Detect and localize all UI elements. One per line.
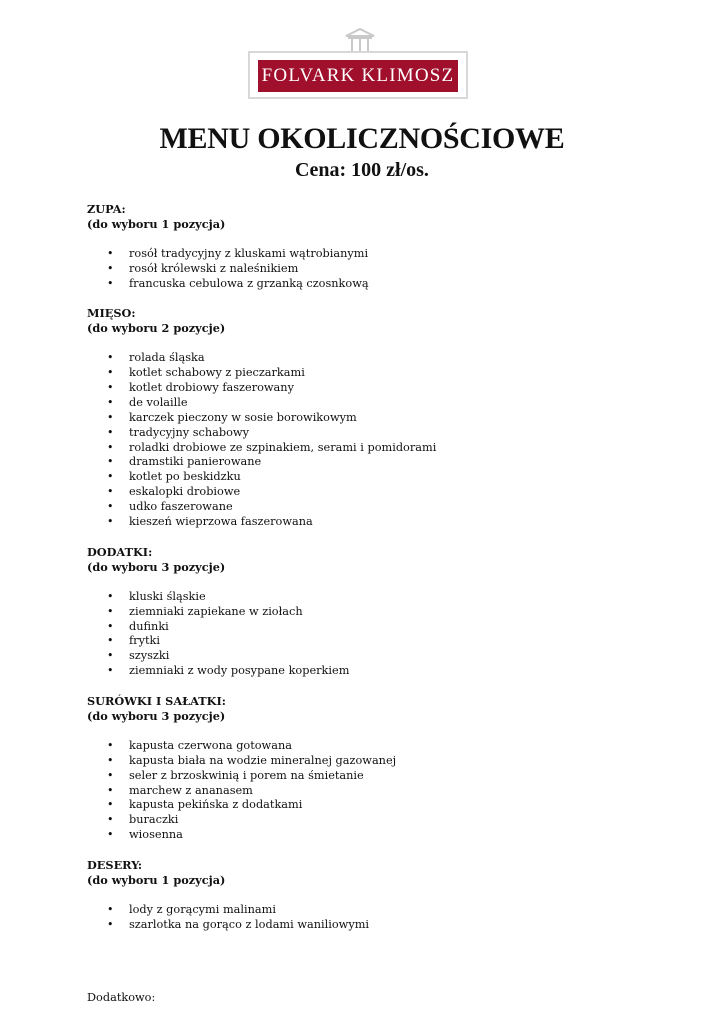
dish-name: seler z brzoskwinią i porem na śmietanie [129,768,364,782]
dish-name: kapusta czerwona gotowana [129,738,292,752]
dish-item [87,455,647,470]
dish-name: roladki drobiowe ze szpinakiem, serami i pomidorami [129,440,437,454]
price-label: Cena: 100 zł/os. [295,159,429,181]
dish-item [87,754,647,769]
dish-item [87,918,647,933]
bullet-icon: • [107,455,114,469]
dish-item [87,262,647,277]
dish-item [87,500,647,515]
bullet-icon: • [107,813,114,827]
dish-name: szarlotka na gorąco z lodami waniliowymi [129,917,370,931]
section-title: DESERY: [87,858,143,873]
logo-banner [258,60,458,92]
dish-name: karczek pieczony w sosie borowikowym [129,410,357,424]
dish-list [87,590,647,679]
dish-name: francuska cebulowa z grzanką czosnkową [129,276,369,290]
dish-item [87,396,647,411]
dish-name: dramstiki panierowane [129,455,262,469]
bullet-icon: • [107,649,114,663]
dish-list [87,739,647,843]
page-title: MENU OKOLICZNOŚCIOWE [159,122,565,155]
dish-item [87,828,647,843]
dish-item [87,649,647,664]
bullet-icon: • [107,619,114,633]
bullet-icon: • [107,902,114,916]
extras-label: Dodatkowo: [87,991,156,1004]
dish-item [87,381,647,396]
dish-item [87,351,647,366]
bullet-icon: • [107,261,114,275]
section-choice-note: (do wyboru 2 pozycje) [87,321,226,336]
dish-name: ziemniaki z wody posypane koperkiem [129,664,350,678]
dish-name: wiosenna [129,828,183,842]
section-choice-note: (do wyboru 3 pozycje) [87,709,226,724]
dish-list [87,247,647,292]
dish-item [87,485,647,500]
dish-name: szyszki [129,649,170,663]
dish-name: kieszeń wieprzowa faszerowana [129,515,313,529]
section-title: ZUPA: [87,202,126,216]
bullet-icon: • [107,589,114,603]
dish-name: kapusta pekińska z dodatkami [129,798,303,812]
bullet-icon: • [107,366,114,380]
dish-item [87,664,647,679]
dish-item [87,366,647,381]
building-icon [342,27,378,53]
bullet-icon: • [107,738,114,752]
bullet-icon: • [107,470,114,484]
dish-name: ziemniaki zapiekane w ziołach [129,604,303,618]
menu-sections [87,202,647,948]
dish-name: frytki [129,634,160,648]
dish-name: tradycyjny schabowy [129,425,249,439]
section-choice-note: (do wyboru 1 pozycja) [87,873,226,888]
dish-item [87,798,647,813]
dish-item [87,515,647,530]
section-choice-note: (do wyboru 1 pozycja) [87,216,226,231]
dish-name: udko faszerowane [129,500,233,514]
dish-name: kotlet po beskidzku [129,470,241,484]
dish-name: rosół tradycyjny z kluskami wątrobianymi [129,246,369,260]
dish-name: kapusta biała na wodzie mineralnej gazowanej [129,753,397,767]
dish-name: rosół królewski z naleśnikiem [129,261,299,275]
bullet-icon: • [107,515,114,529]
section-title: MIĘSO: [87,306,136,321]
menu-section [87,306,647,530]
menu-section [87,858,647,933]
dish-item [87,426,647,441]
section-title: SURÓWKI I SAŁATKI: [87,694,226,709]
dish-item [87,739,647,754]
bullet-icon: • [107,768,114,782]
dish-item [87,634,647,649]
dish-name: de volaille [129,395,188,409]
section-choice-note: (do wyboru 3 pozycje) [87,559,226,574]
brand-logo [248,27,472,103]
dish-name: dufinki [129,619,169,633]
menu-section [87,202,647,291]
bullet-icon: • [107,440,114,454]
bullet-icon: • [107,410,114,424]
menu-section [87,694,647,843]
bullet-icon: • [107,783,114,797]
bullet-icon: • [107,485,114,499]
bullet-icon: • [107,246,114,260]
bullet-icon: • [107,798,114,812]
bullet-icon: • [107,351,114,365]
dish-item [87,769,647,784]
bullet-icon: • [107,276,114,290]
bullet-icon: • [107,917,114,931]
bullet-icon: • [107,753,114,767]
bullet-icon: • [107,395,114,409]
dish-name: marchew z ananasem [129,783,253,797]
dish-name: buraczki [129,813,179,827]
bullet-icon: • [107,664,114,678]
dish-name: eskalopki drobiowe [129,485,241,499]
dish-name: kotlet drobiowy faszerowany [129,380,294,394]
bullet-icon: • [107,828,114,842]
bullet-icon: • [107,604,114,618]
dish-item [87,411,647,426]
dish-item [87,470,647,485]
section-title: DODATKI: [87,545,153,559]
menu-section [87,545,647,679]
dish-item [87,590,647,605]
logo-frame [248,51,468,99]
bullet-icon: • [107,380,114,394]
dish-name: kluski śląskie [129,589,206,603]
dish-item [87,605,647,620]
bullet-icon: • [107,500,114,514]
dish-item [87,813,647,828]
dish-name: kotlet schabowy z pieczarkami [129,366,305,380]
dish-item [87,277,647,292]
dish-item [87,784,647,799]
dish-item [87,903,647,918]
brand-name: FOLVARK KLIMOSZ [261,65,455,86]
dish-item [87,247,647,262]
bullet-icon: • [107,634,114,648]
dish-list [87,351,647,530]
dish-name: rolada śląska [129,351,205,365]
dish-item [87,620,647,635]
dish-name: lody z gorącymi malinami [129,902,276,916]
bullet-icon: • [107,425,114,439]
dish-list [87,903,647,933]
dish-item [87,441,647,456]
